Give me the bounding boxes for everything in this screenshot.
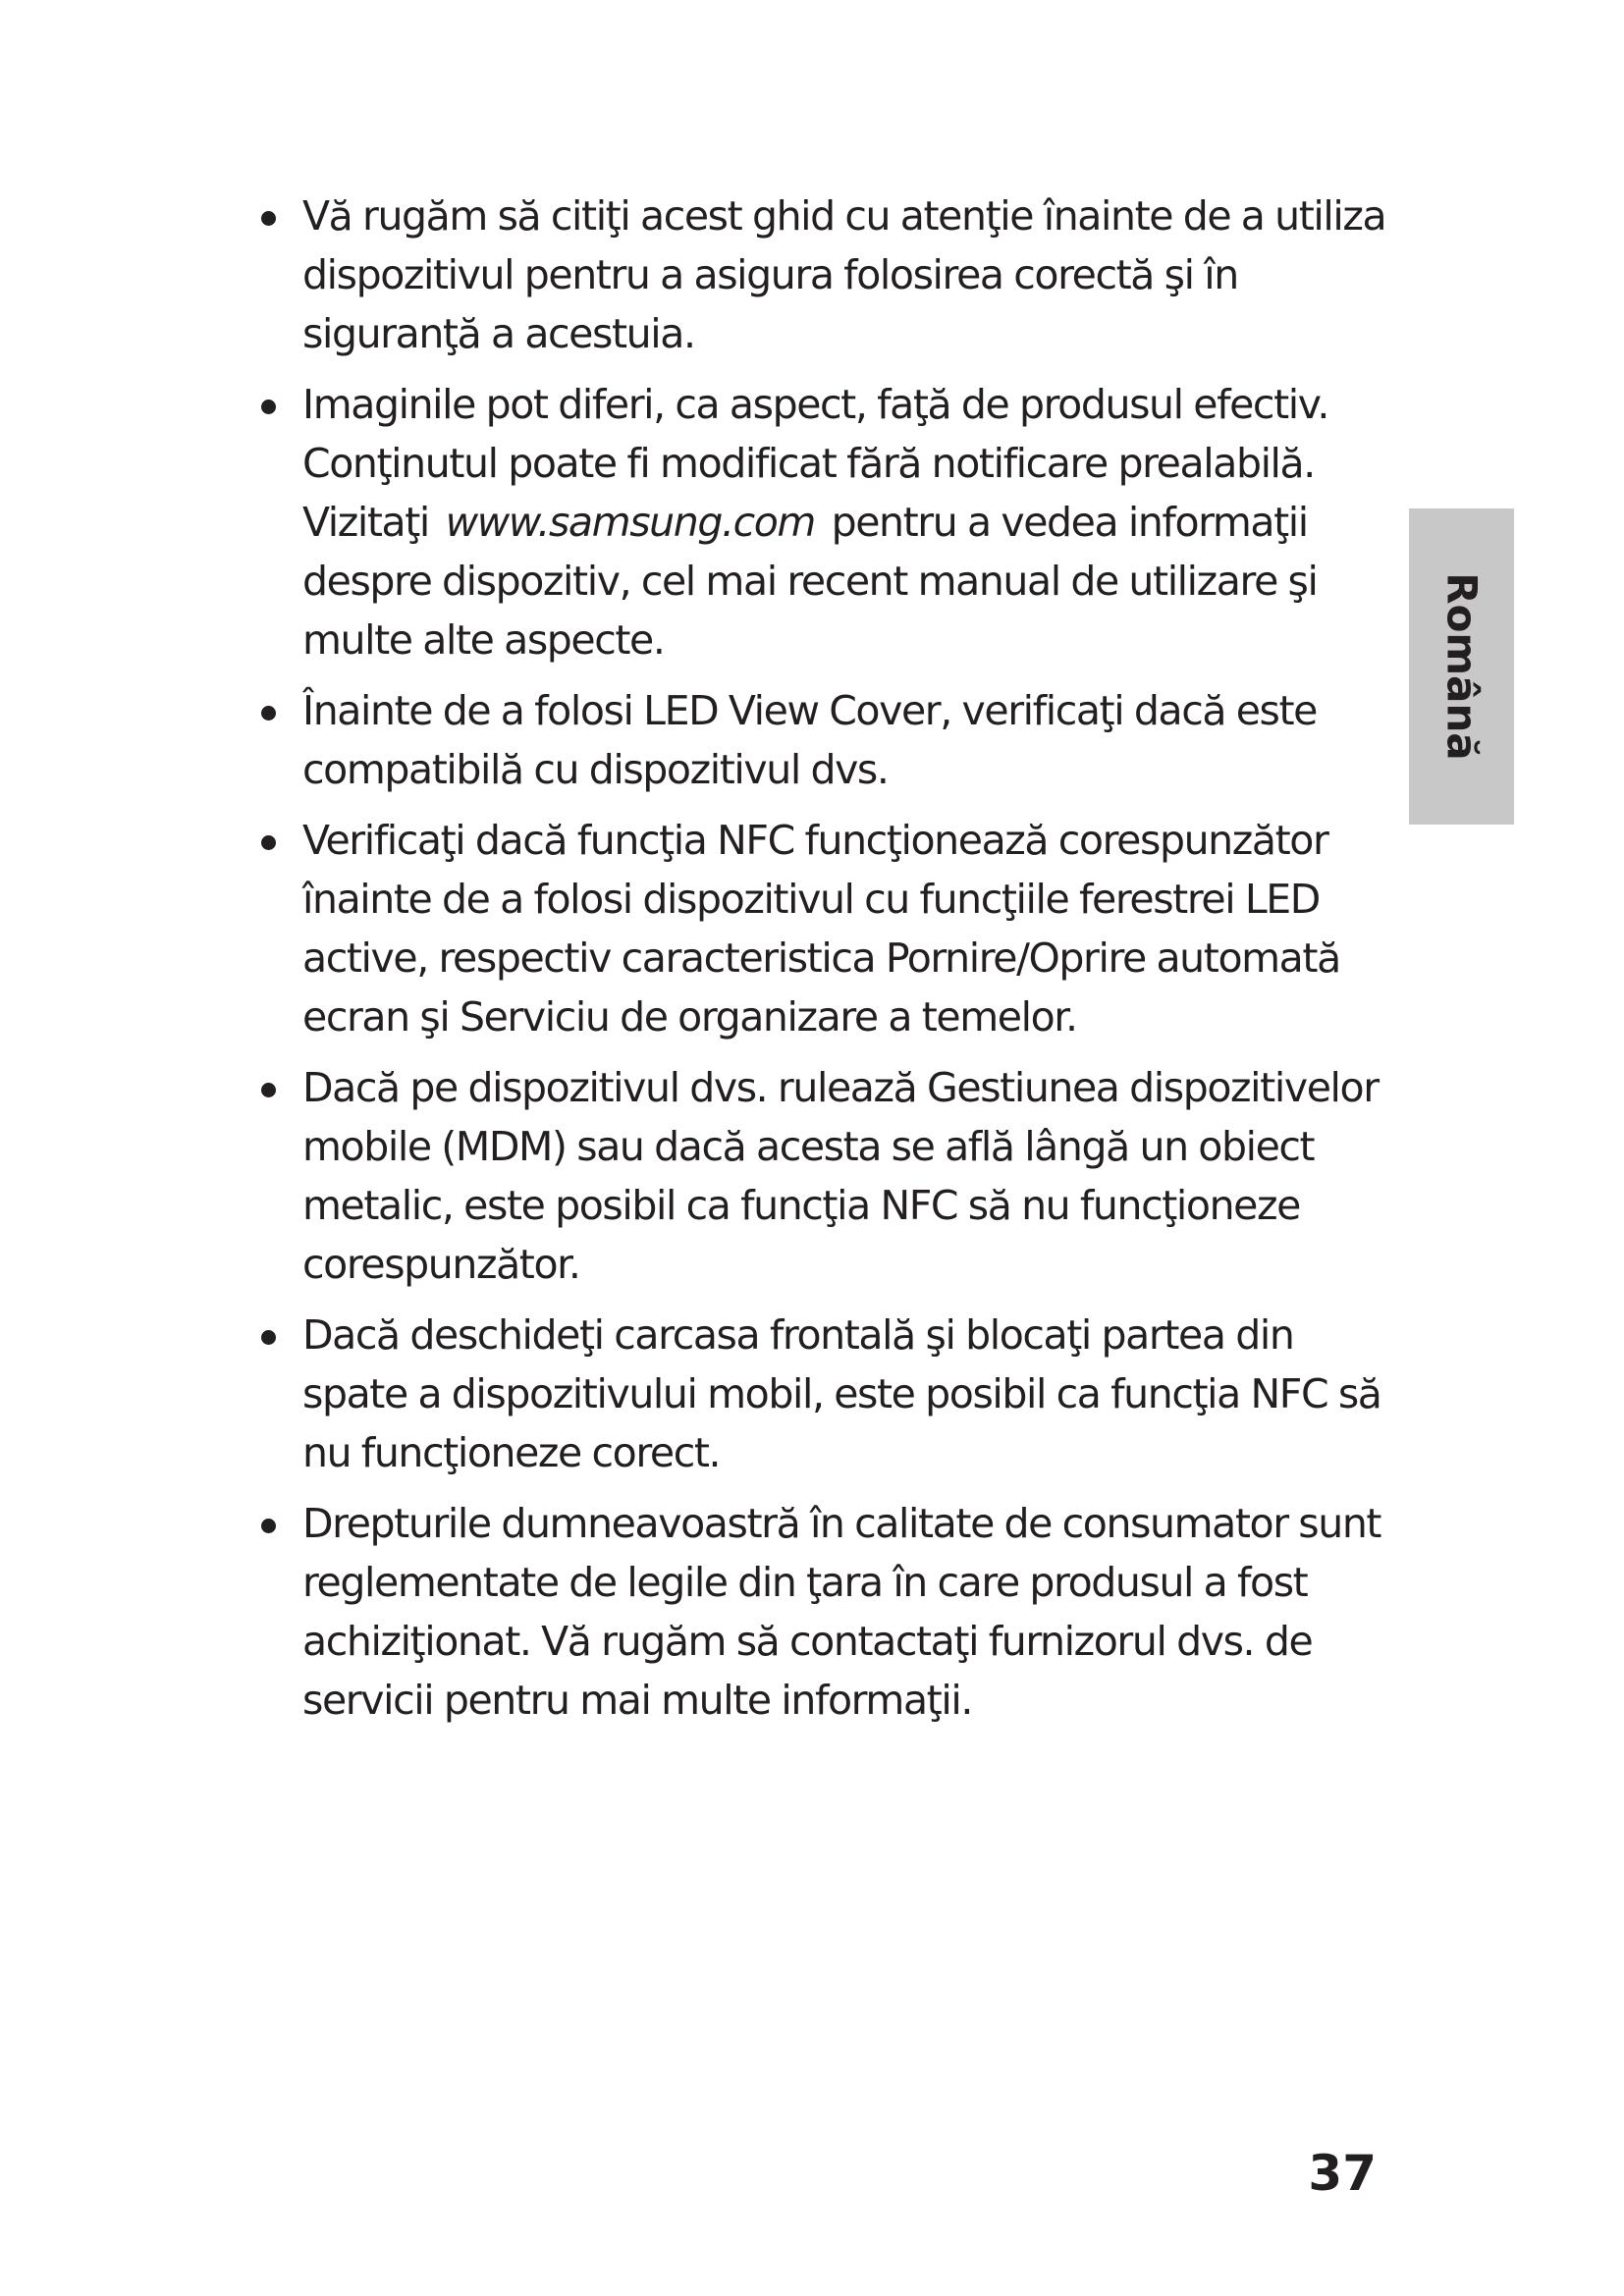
bullet-dot-icon <box>261 211 276 226</box>
bullet-dot-icon <box>261 835 276 850</box>
bullet-text: Drepturile dumneavoastră în calitate de consumator sunt reglementate de legile din ţara în care produsul a fost achiziţionat. Vă rugăm să contactaţi furnizorul dvs. de servicii pentru mai multe informaţii. <box>302 1500 1381 1724</box>
bullet-list <box>257 187 1396 1730</box>
main-content <box>257 187 1396 1741</box>
bullet-item <box>257 681 1396 799</box>
language-side-tab <box>1409 508 1514 825</box>
bullet-dot-icon <box>261 706 276 721</box>
bullet-item <box>257 811 1396 1046</box>
bullet-text: Vă rugăm să citiţi acest ghid cu atenţie înainte de a utiliza dispozitivul pentru a asigura folosirea corectă şi în siguranţă a acestuia. <box>302 192 1386 357</box>
bullet-item <box>257 375 1396 669</box>
bullet-dot-icon <box>261 1330 276 1345</box>
bullet-dot-icon <box>261 1083 276 1097</box>
bullet-text: Dacă deschideţi carcasa frontală şi blocaţi partea din spate a dispozitivului mobil, este posibil ca funcţia NFC să nu funcţioneze corect. <box>302 1311 1381 1476</box>
bullet-item <box>257 1494 1396 1730</box>
page-number: 37 <box>1308 2145 1377 2202</box>
website-link[interactable]: www.samsung.com <box>445 499 815 546</box>
bullet-text: Înainte de a folosi LED View Cover, verificaţi dacă este compatibilă cu dispozitivul dvs. <box>302 687 1317 793</box>
bullet-text-after-link: pentru a vedea informaţii despre dispozitiv, cel mai recent manual de utilizare şi multe alte aspecte. <box>302 499 1318 664</box>
bullet-item <box>257 187 1396 363</box>
bullet-text: Dacă pe dispozitivul dvs. rulează Gestiunea dispozitivelor mobile (MDM) sau dacă acesta se află lângă un obiect metalic, este posibil ca funcţia NFC să nu funcţioneze corespunzător. <box>302 1064 1379 1288</box>
bullet-item <box>257 1306 1396 1482</box>
bullet-item <box>257 1058 1396 1294</box>
bullet-dot-icon <box>261 400 276 414</box>
language-tab-label: Română <box>1437 572 1486 761</box>
bullet-dot-icon <box>261 1519 276 1533</box>
bullet-text-before-link: Imaginile pot diferi, ca aspect, faţă de produsul efectiv. Conţinutul poate fi modificat fără notificare prealabilă. Vizitaţi <box>302 381 1329 546</box>
bullet-text: Verificaţi dacă funcţia NFC funcţionează corespunzător înainte de a folosi dispozitivul cu funcţiile ferestrei LED active, respectiv caracteristica Pornire/Oprire automată ecran şi Serviciu de organizare a temelor. <box>302 817 1340 1041</box>
